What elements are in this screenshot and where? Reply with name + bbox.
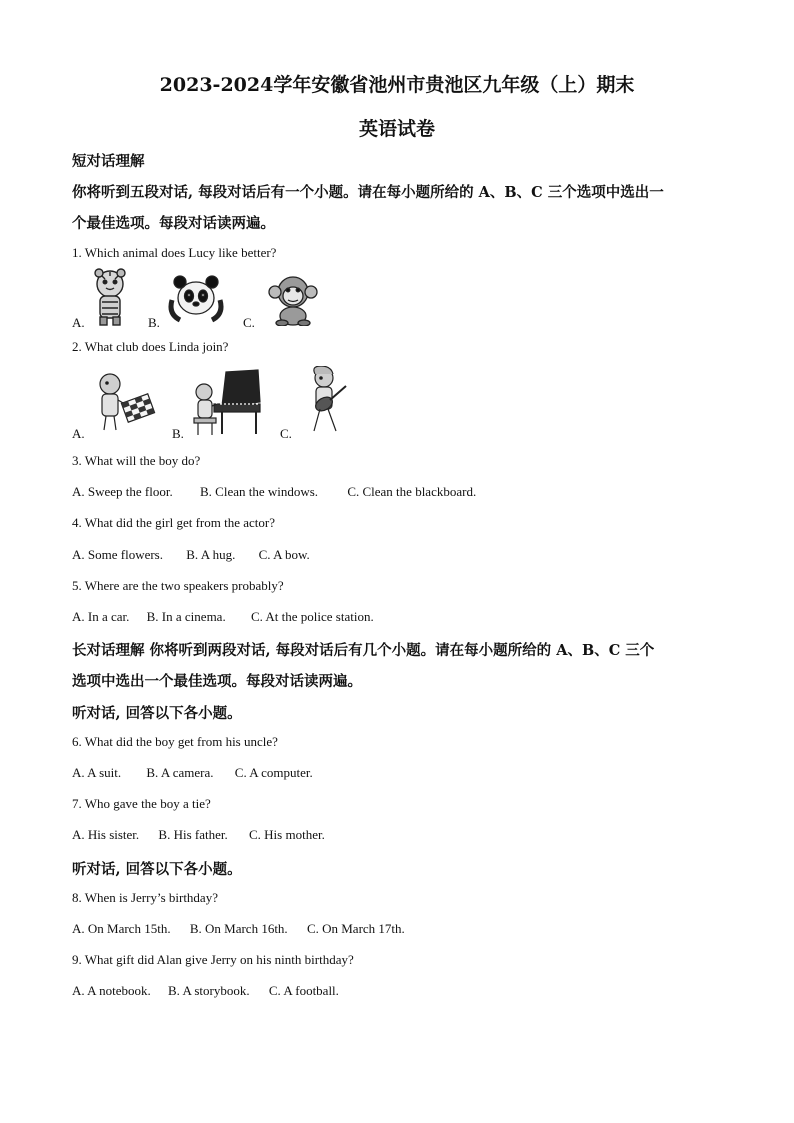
q2-option-b-label: B. xyxy=(172,426,184,441)
q9-stem: 9. What gift did Alan give Jerry on his ninth birthday? xyxy=(72,952,354,967)
q2-stem: 2. What club does Linda join? xyxy=(72,339,229,354)
part1-heading: 短对话理解 xyxy=(72,153,145,170)
q9-option-c: C. A football. xyxy=(268,983,339,998)
q8-options xyxy=(72,921,405,937)
tiger-icon xyxy=(88,268,132,326)
q3-stem: 3. What will the boy do? xyxy=(72,453,201,468)
q8-option-c: C. On March 17th. xyxy=(306,921,405,936)
q2-option-c-label: C. xyxy=(280,426,292,441)
q1-option-a-label: A. xyxy=(72,315,85,330)
q3-option-c: C. Clean the blackboard. xyxy=(347,484,477,499)
q7-option-b: B. His father. xyxy=(158,827,228,842)
q7-option-c: C. His mother. xyxy=(249,827,325,842)
q4-option-a: A. Some flowers. xyxy=(72,547,163,562)
q1-stem: 1. Which animal does Lucy like better? xyxy=(72,245,277,260)
q7-option-a: A. His sister. xyxy=(72,827,140,842)
part2-subheading-2: 听对话, 回答以下各小题。 xyxy=(72,861,242,878)
q8-option-a: A. On March 15th. xyxy=(72,921,171,936)
q1-option-c-label: C. xyxy=(243,315,255,330)
q8-option-b: B. On March 16th. xyxy=(189,921,288,936)
q4-option-c: C. A bow. xyxy=(258,547,310,562)
panda-icon xyxy=(166,270,226,324)
q9-options xyxy=(72,983,339,999)
q3-options xyxy=(72,484,476,500)
q2-option-a-label: A. xyxy=(72,426,85,441)
q6-stem: 6. What did the boy get from his uncle? xyxy=(72,734,278,749)
q5-option-c: C. At the police station. xyxy=(250,609,374,624)
part1-instruction-line1: 你将听到五段对话, 每段对话后有一个小题。请在每小题所给的 A、B、C 三个选项中选出一 xyxy=(72,184,664,201)
q5-option-a: A. In a car. xyxy=(72,609,130,624)
monkey-icon xyxy=(262,272,324,326)
q4-options xyxy=(72,547,310,563)
girl-piano-icon xyxy=(192,366,264,438)
q6-option-a: A. A suit. xyxy=(72,765,122,780)
exam-title: 2023-2024学年安徽省池州市贵池区九年级（上）期末 xyxy=(159,74,635,96)
q9-option-b: B. A storybook. xyxy=(167,983,250,998)
exam-subtitle: 英语试卷 xyxy=(358,118,435,140)
q7-stem: 7. Who gave the boy a tie? xyxy=(72,796,211,811)
q5-options xyxy=(72,609,374,625)
q1-option-b-label: B. xyxy=(148,315,160,330)
q5-stem: 5. Where are the two speakers probably? xyxy=(72,578,284,593)
q8-stem: 8. When is Jerry’s birthday? xyxy=(72,890,218,905)
part1-instruction-line2: 个最佳选项。每段对话读两遍。 xyxy=(72,215,275,232)
part2-subheading-1: 听对话, 回答以下各小题。 xyxy=(72,705,242,722)
q3-option-b: B. Clean the windows. xyxy=(199,484,319,499)
part2-instruction-line1: 长对话理解 你将听到两段对话, 每段对话后有几个小题。请在每小题所给的 A、B、C 三个 xyxy=(72,642,655,659)
q5-option-b: B. In a cinema. xyxy=(146,609,226,624)
q6-options xyxy=(72,765,313,781)
part2-instruction-line2: 选项中选出一个最佳选项。每段对话读两遍。 xyxy=(72,673,362,690)
q4-stem: 4. What did the girl get from the actor? xyxy=(72,515,275,530)
q4-option-b: B. A hug. xyxy=(186,547,236,562)
girl-guitar-icon xyxy=(302,366,352,436)
q6-option-c: C. A computer. xyxy=(234,765,313,780)
q6-option-b: B. A camera. xyxy=(146,765,214,780)
q3-option-a: A. Sweep the floor. xyxy=(72,484,173,499)
girl-chess-icon xyxy=(90,370,158,434)
q9-option-a: A. A notebook. xyxy=(72,983,151,998)
q7-options xyxy=(72,827,325,843)
